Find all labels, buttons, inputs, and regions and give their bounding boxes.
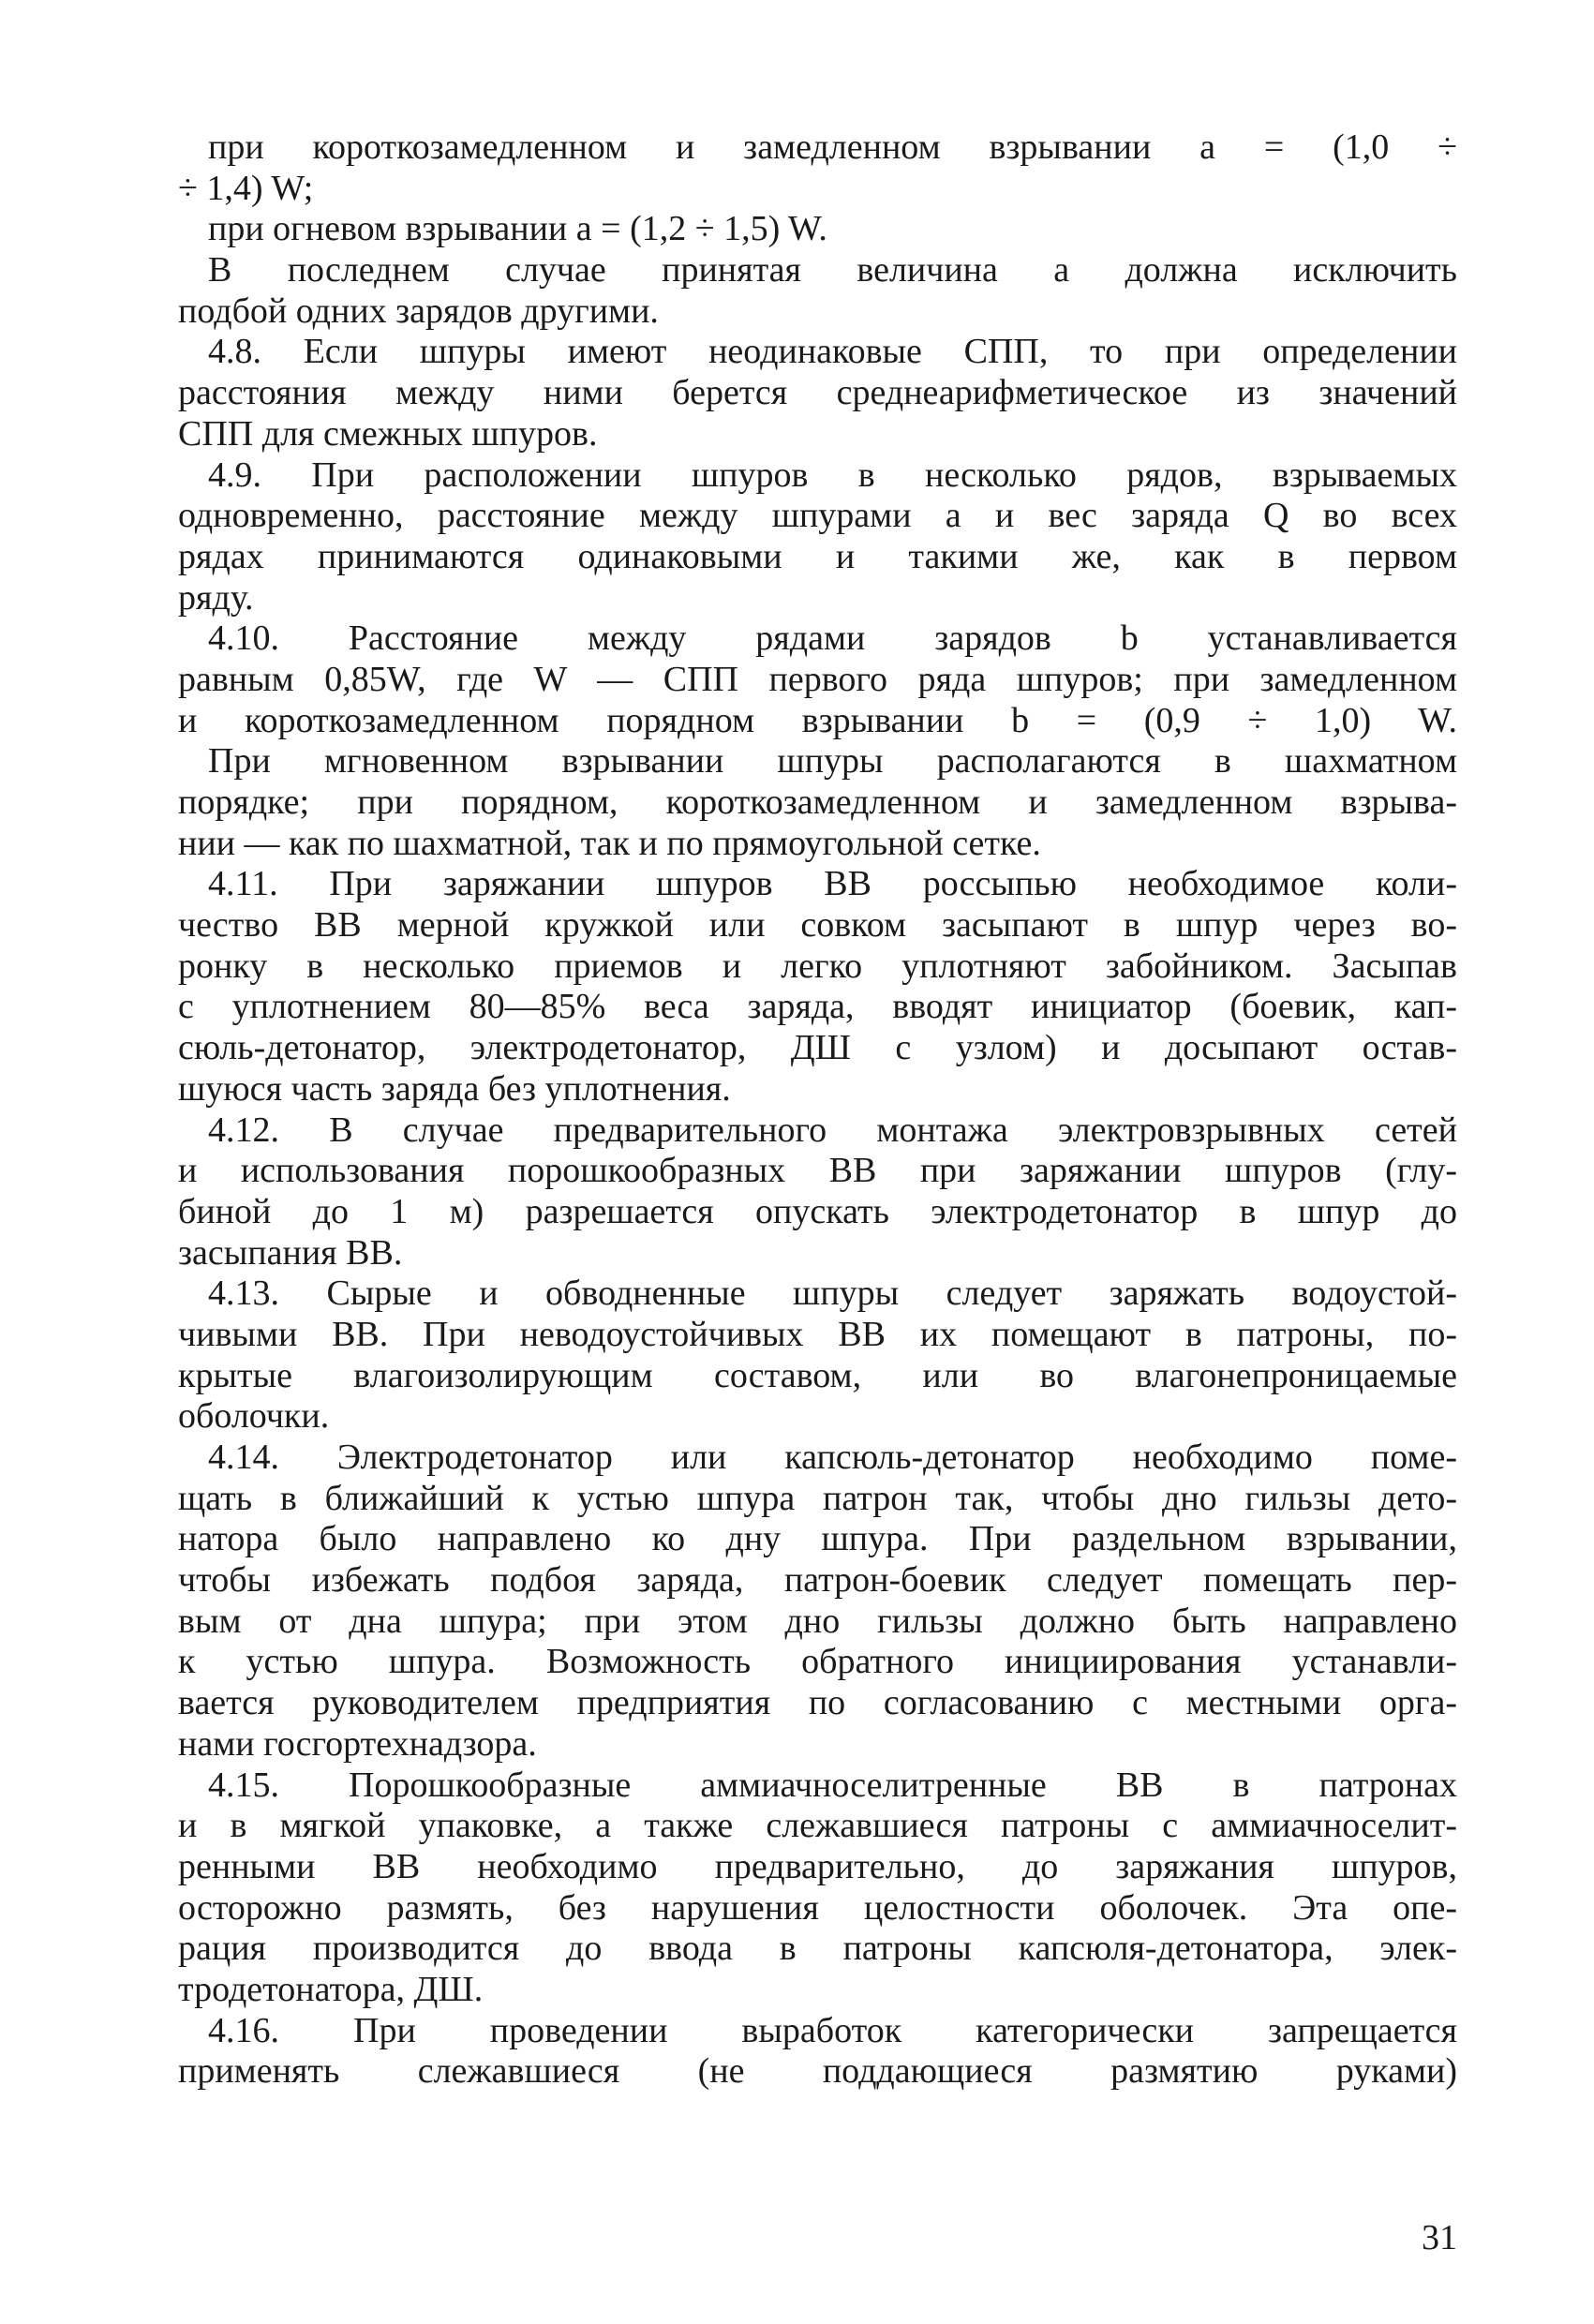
text-line: одновременно, расстояние между шпурами a и вес заряда Q во всех — [178, 496, 1457, 536]
text-line: 4.10. Расстояние между рядами зарядов b устанавливается — [208, 618, 1457, 659]
text-line: В последнем случае принятая величина a должна исключить — [208, 250, 1457, 290]
text-line: 4.13. Сырые и обводненные шпуры следует заряжать водоустой- — [208, 1274, 1457, 1314]
text-line: засыпания ВВ. — [178, 1232, 403, 1273]
text-line: вым от дна шпура; при этом дно гильзы должно быть направлено — [178, 1601, 1457, 1641]
text-line: 4.8. Если шпуры имеют неодинаковые СПП, то при определении — [208, 332, 1457, 372]
text-line: нии — как по шахматной, так и по прямоугольной сетке. — [178, 823, 1041, 863]
text-line: 4.12. В случае предварительного монтажа электровзрывных сетей — [208, 1110, 1457, 1150]
text-line: и в мягкой упаковке, а также слежавшиеся патроны с аммиачноселит- — [178, 1806, 1457, 1846]
text-line: нами госгортехнадзора. — [178, 1723, 537, 1764]
text-line: 4.9. При расположении шпуров в несколько рядов, взрываемых — [208, 454, 1457, 495]
text-line: подбой одних зарядов другими. — [178, 290, 659, 331]
text-line: ронку в несколько приемов и легко уплотняют забойником. Засыпав — [178, 946, 1457, 986]
text-line: натора было направлено ко дну шпура. При раздельном взрывании, — [178, 1519, 1457, 1559]
text-line: вается руководителем предприятия по согласованию с местными орга- — [178, 1683, 1457, 1723]
text-line: с уплотнением 80—85% веса заряда, вводят инициатор (боевик, кап- — [178, 987, 1457, 1027]
text-line: биной до 1 м) разрешается опускать электродетонатор в шпур до — [178, 1191, 1457, 1231]
text-line: 4.15. Порошкообразные аммиачноселитренные ВВ в патронах — [208, 1765, 1457, 1805]
text-line: чество ВВ мерной кружкой или совком засыпают в шпур через во- — [178, 905, 1457, 946]
page-number: 31 — [1422, 2218, 1457, 2257]
text-line: ряду. — [178, 577, 254, 618]
text-line: чтобы избежать подбоя заряда, патрон-боевик следует помещать пер- — [178, 1560, 1457, 1601]
text-line: при короткозамедленном и замедленном взрывании a = (1,0 ÷ — [208, 127, 1457, 167]
text-line: 4.14. Электродетонатор или капсюль-детонатор необходимо поме- — [208, 1438, 1457, 1477]
text-line: равным 0,85W, где W — СПП первого ряда шпуров; при замедленном — [178, 659, 1457, 699]
text-line: СПП для смежных шпуров. — [178, 413, 598, 454]
text-line: 4.16. При проведении выработок категорически запрещается — [208, 2010, 1457, 2050]
text-line: расстояния между ними берется среднеарифметическое из значений — [178, 373, 1457, 413]
text-line: тродетонатора, ДШ. — [178, 1969, 484, 2009]
text-line: крытые влагоизолирующим составом, или во влагонепроницаемые — [178, 1355, 1457, 1395]
text-line: При мгновенном взрывании шпуры располагаются в шахматном — [208, 741, 1457, 782]
text-line: рация производится до ввода в патроны капсюля-детонатора, элек- — [178, 1929, 1457, 1969]
text-line: оболочки. — [178, 1396, 330, 1437]
page-body-text — [178, 127, 1457, 2093]
text-line: 4.11. При заряжании шпуров ВВ россыпью необходимое коли- — [208, 864, 1457, 904]
text-line: при огневом взрывании a = (1,2 ÷ 1,5) W. — [208, 209, 827, 249]
text-line: и использования порошкообразных ВВ при заряжании шпуров (глу- — [178, 1151, 1457, 1191]
text-line: осторожно размять, без нарушения целостности оболочек. Эта опе- — [178, 1887, 1457, 1928]
text-line: рядах принимаются одинаковыми и такими же, как в первом — [178, 536, 1457, 576]
text-line: применять слежавшиеся (не поддающиеся размятию руками) — [178, 2051, 1457, 2092]
text-line: ÷ 1,4) W; — [178, 168, 314, 208]
text-line: щать в ближайший к устью шпура патрон так, чтобы дно гильзы дето- — [178, 1478, 1457, 1518]
text-line: чивыми ВВ. При неводоустойчивых ВВ их помещают в патроны, по- — [178, 1314, 1457, 1354]
text-line: сюль-детонатор, электродетонатор, ДШ с узлом) и досыпают остав- — [178, 1028, 1457, 1068]
text-line: к устью шпура. Возможность обратного инициирования устанавли- — [178, 1642, 1457, 1682]
text-line: порядке; при порядном, короткозамедленном и замедленном взрыва- — [178, 782, 1457, 822]
text-line: ренными ВВ необходимо предварительно, до заряжания шпуров, — [178, 1846, 1457, 1886]
text-line: и короткозамедленном порядном взрывании b = (0,9 ÷ 1,0) W. — [178, 700, 1457, 740]
text-line: шуюся часть заряда без уплотнения. — [178, 1068, 731, 1109]
